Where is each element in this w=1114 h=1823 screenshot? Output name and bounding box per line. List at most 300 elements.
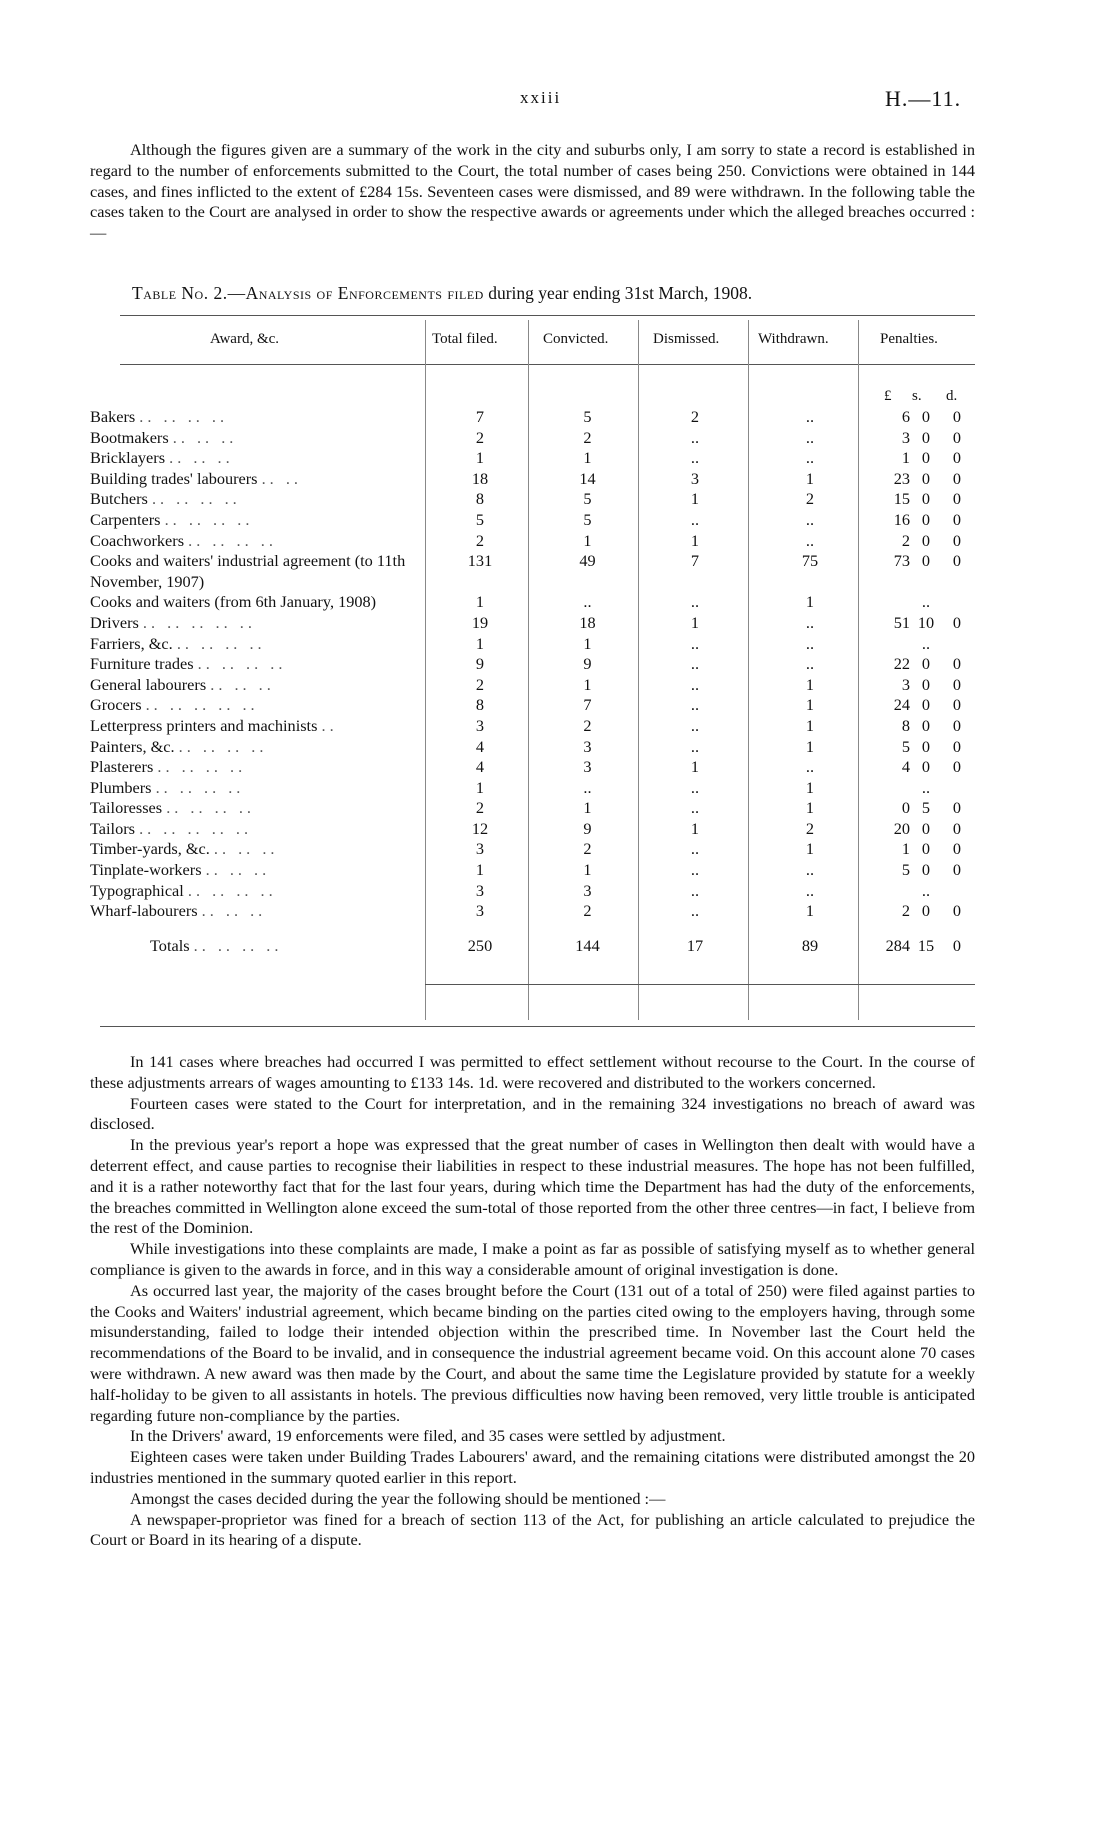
penalty-pence-cell: 0 (952, 674, 962, 694)
table-row (90, 778, 972, 799)
dismissed-cell: .. (690, 674, 700, 694)
award-name-cell (90, 757, 425, 778)
dismissed-cell: .. (690, 448, 700, 468)
dismissed-cell: 3 (690, 468, 700, 488)
leader-dots: .. .. .. (213, 839, 279, 859)
penalty-pence-cell: 0 (952, 654, 962, 674)
leader-dots: .. .. .. .. (178, 736, 268, 756)
dismissed-cell: .. (690, 860, 700, 880)
total-filed-cell: 2 (475, 427, 485, 447)
total-filed-cell: 1 (475, 777, 485, 797)
dismissed-cell: .. (690, 715, 700, 735)
penalty-pence-cell: 0 (952, 935, 962, 955)
table-top-rule (120, 315, 975, 316)
penalty-pence-cell (942, 778, 972, 799)
convicted-cell: 1 (583, 633, 592, 653)
penalty-pence-cell: 0 (952, 468, 962, 488)
convicted-cell: 2 (583, 427, 592, 447)
award-name-cell (90, 654, 425, 675)
intro-paragraph: Although the figures given are a summary of the work in the city and suburbs only, I am sorry to state a record is established in regard to the number of enforcements submitted to the Court, the total number of cases being 250. Convictions were obtained in 144 cases, and fines inflicted to the extent of £284 15s. Seventeen cases were dismissed, and 89 were withdrawn. In the following table the cases taken to the Court are analysed in order to show the respective awards or agreements under which the alleged breaches occurred :— (90, 140, 975, 243)
convicted-cell: 1 (583, 798, 592, 818)
penalty-pence-cell (942, 634, 972, 655)
total-filed-cell: 2 (475, 530, 485, 550)
unit-pounds: £ (884, 388, 892, 404)
leader-dots: .. .. .. (201, 901, 267, 921)
penalty-shillings-cell: 0 (921, 860, 931, 880)
penalty-pounds-cell: 284 (885, 935, 910, 955)
table-row (90, 592, 972, 613)
table-bottom-rule (100, 1026, 975, 1027)
award-name: Plumbers (90, 777, 152, 797)
penalty-pence-cell (942, 592, 972, 613)
penalty-shillings-cell: 0 (921, 901, 931, 921)
penalty-pounds-cell: 23 (893, 468, 910, 488)
table-row (90, 839, 972, 860)
dismissed-cell: .. (690, 777, 700, 797)
total-filed-cell: 250 (467, 935, 493, 955)
table-row (90, 634, 972, 655)
penalty-shillings-cell: 0 (921, 695, 931, 715)
award-name: Bricklayers (90, 448, 166, 468)
table-title-caps: —Analysis of Enforcements filed (227, 283, 484, 303)
header-penalties: Penalties. (880, 331, 938, 347)
penalty-shillings-cell: 0 (921, 407, 931, 426)
dismissed-cell: .. (690, 509, 700, 529)
table-row (90, 654, 972, 675)
totals-top-rule (425, 984, 975, 985)
convicted-cell: 18 (579, 612, 596, 632)
total-filed-cell: 4 (475, 736, 485, 756)
award-name: Letterpress printers and machinists (90, 715, 318, 735)
leader-dots: .. .. .. .. (164, 509, 254, 529)
body-paragraph: In the Drivers' award, 19 enforcements were filed, and 35 cases were settled by adjustment. (130, 1426, 726, 1446)
award-name: Timber-yards, &c. (90, 839, 210, 859)
award-name: Furniture trades (90, 654, 194, 674)
award-name-cell (90, 675, 425, 696)
body-paragraph: In the previous year's report a hope was expressed that the great number of cases in Wellington then dealt with would have a deterrent effect, and cause parties to recognise their liabilities in respect to these industrial measures. The hope has not been fulfilled, and it is a rather noteworthy fact that for the last four years, during which time the Department has had the duty of the enforcements, the breaches committed in Wellington alone exceed the sum-total of those reported from the other three centres—in fact, I believe from the rest of the Dominion. (90, 1135, 975, 1238)
total-filed-cell: 19 (471, 612, 489, 632)
table-row (90, 695, 972, 716)
withdrawn-cell: 89 (801, 935, 819, 955)
dismissed-cell: .. (690, 839, 700, 859)
body-paragraph: While investigations into these complaints are made, I make a point as far as possible of satisfying myself as to whether general compliance is given to the awards in force, and in this way a considerable amount of original investigation is done. (90, 1239, 975, 1279)
award-name-cell (90, 510, 425, 531)
penalty-shillings-cell: .. (921, 777, 931, 797)
withdrawn-cell: 2 (805, 489, 815, 509)
penalty-pounds-cell: 5 (901, 736, 910, 756)
dismissed-cell: 2 (690, 407, 700, 426)
award-name: Carpenters (90, 509, 161, 529)
penalty-pounds-cell: 5 (901, 860, 910, 880)
award-name-cell (90, 407, 425, 428)
withdrawn-cell: 1 (805, 592, 815, 612)
withdrawn-cell: 1 (805, 901, 815, 921)
table-row (90, 448, 972, 469)
award-name: Grocers (90, 695, 142, 715)
penalty-pence-cell: 0 (952, 901, 962, 921)
convicted-cell: 5 (583, 509, 592, 529)
convicted-cell: 9 (583, 654, 592, 674)
unit-shillings: s. (912, 388, 922, 404)
penalty-pounds-cell (870, 592, 910, 613)
convicted-cell: 3 (583, 736, 592, 756)
penalty-shillings-cell: 15 (917, 935, 935, 955)
leader-dots: .. .. .. .. .. (145, 695, 259, 715)
award-name-cell (90, 881, 425, 902)
dismissed-cell: 1 (690, 612, 700, 632)
award-name-cell (90, 737, 425, 758)
withdrawn-cell: .. (805, 427, 815, 447)
total-filed-cell: 12 (471, 818, 489, 838)
convicted-cell: 3 (583, 880, 592, 900)
penalty-shillings-cell: 0 (921, 448, 931, 468)
total-filed-cell: 3 (475, 880, 485, 900)
totals-label-cell (90, 922, 425, 960)
penalty-pounds-cell: 3 (901, 427, 910, 447)
award-name: Butchers (90, 489, 148, 509)
penalty-pounds-cell: 2 (901, 530, 910, 550)
table-row (90, 510, 972, 531)
award-name: Coachworkers (90, 530, 185, 550)
penalty-pence-cell: 0 (952, 612, 962, 632)
convicted-cell: 144 (575, 935, 600, 955)
leader-dots: .. .. (261, 468, 302, 488)
leader-dots: .. (321, 715, 338, 735)
award-name: Bootmakers (90, 427, 169, 447)
table-row (90, 881, 972, 902)
award-name: Bakers (90, 407, 136, 426)
penalty-pounds-cell: 16 (893, 509, 910, 529)
page-number: xxiii (520, 88, 562, 107)
penalty-pounds-cell: 22 (893, 654, 910, 674)
withdrawn-cell: .. (805, 612, 815, 632)
table-row (90, 819, 972, 840)
award-name: Building trades' labourers (90, 468, 258, 488)
convicted-cell: 1 (583, 448, 592, 468)
body-text (90, 1052, 975, 1551)
award-name-cell (90, 839, 425, 860)
withdrawn-cell: 1 (805, 736, 815, 756)
award-name-cell (90, 798, 425, 819)
total-filed-cell: 18 (471, 468, 489, 488)
penalty-pounds-cell: 3 (901, 674, 910, 694)
withdrawn-cell: 1 (805, 715, 815, 735)
withdrawn-cell: 1 (805, 468, 815, 488)
table-row (90, 901, 972, 922)
withdrawn-cell: 75 (801, 551, 819, 571)
total-filed-cell: 4 (475, 757, 485, 777)
leader-dots: .. .. .. (169, 448, 234, 468)
penalty-pence-cell: 0 (952, 695, 962, 715)
withdrawn-cell: 1 (805, 695, 815, 715)
award-name-cell (90, 695, 425, 716)
total-filed-cell: 1 (475, 592, 485, 612)
penalty-pence-cell: 0 (952, 715, 962, 735)
header-convicted: Convicted. (543, 331, 609, 347)
convicted-cell: 5 (583, 407, 592, 426)
withdrawn-cell: 1 (805, 839, 815, 859)
leader-dots: .. .. .. .. .. (139, 818, 253, 838)
table-row (90, 716, 972, 737)
total-filed-cell: 1 (475, 633, 485, 653)
withdrawn-cell: 2 (805, 818, 815, 838)
leader-dots: .. .. .. (210, 674, 275, 694)
penalty-shillings-cell: 0 (921, 715, 931, 735)
penalty-shillings-cell: 0 (921, 736, 931, 756)
total-filed-cell: 8 (475, 489, 485, 509)
total-filed-cell: 8 (475, 695, 485, 715)
penalty-pence-cell: 0 (952, 509, 962, 529)
award-name: Painters, &c. (90, 736, 175, 756)
convicted-cell: 1 (583, 530, 592, 550)
penalty-shillings-cell: 0 (921, 674, 931, 694)
dismissed-cell: .. (690, 901, 700, 921)
penalty-pounds-cell: 20 (893, 818, 910, 838)
dismissed-cell: 1 (690, 757, 700, 777)
convicted-cell: 9 (583, 818, 592, 838)
penalty-pounds-cell: 51 (893, 612, 910, 632)
penalty-pounds-cell: 15 (893, 489, 910, 509)
convicted-cell: 5 (583, 489, 592, 509)
award-name: Tinplate-workers (90, 860, 202, 880)
header-dismissed: Dismissed. (653, 331, 720, 347)
award-name: Plasterers (90, 757, 154, 777)
penalty-shillings-cell: 5 (921, 798, 931, 818)
table-row (90, 860, 972, 881)
convicted-cell: .. (583, 592, 592, 612)
penalty-shillings-cell: 0 (921, 757, 931, 777)
penalty-shillings-cell: 10 (917, 612, 935, 632)
convicted-cell: 1 (583, 674, 592, 694)
total-filed-cell: 3 (475, 839, 485, 859)
penalty-pence-cell: 0 (952, 551, 962, 571)
withdrawn-cell: .. (805, 860, 815, 880)
table-title (132, 283, 752, 304)
leader-dots: .. .. .. .. (157, 757, 247, 777)
penalty-pounds-cell (870, 634, 910, 655)
penalty-pounds-cell: 24 (893, 695, 910, 715)
penalty-pounds-cell: 1 (901, 448, 910, 468)
convicted-cell: 1 (583, 860, 592, 880)
leader-dots: .. .. .. .. (187, 880, 277, 900)
enforcements-table (90, 407, 972, 960)
table-row (90, 757, 972, 778)
total-filed-cell: 3 (475, 901, 485, 921)
penalty-pounds-cell: 2 (901, 901, 910, 921)
dismissed-cell: 17 (686, 935, 704, 955)
dismissed-cell: 1 (690, 818, 700, 838)
dismissed-cell: 1 (690, 530, 700, 550)
penalty-pence-cell: 0 (952, 798, 962, 818)
award-name-cell (90, 613, 425, 634)
body-paragraph: In 141 cases where breaches had occurred I was permitted to effect settlement without recourse to the Court. In the course of these adjustments arrears of wages amounting to £133 14s. 1d. were recovered and distributed to the workers concerned. (90, 1052, 975, 1092)
leader-dots: .. .. .. .. (166, 798, 255, 818)
withdrawn-cell: .. (805, 530, 815, 550)
penalty-pounds-cell: 0 (901, 798, 910, 818)
leader-dots: .. .. .. .. (197, 654, 287, 674)
penalty-pence-cell: 0 (952, 818, 962, 838)
leader-dots: .. .. .. (172, 427, 238, 447)
penalty-shillings-cell: .. (921, 592, 931, 612)
award-name: General labourers (90, 674, 207, 694)
penalty-pence-cell: 0 (952, 530, 962, 550)
total-filed-cell: 1 (475, 860, 485, 880)
penalty-pounds-cell: 73 (893, 551, 910, 571)
award-name-cell (90, 778, 425, 799)
dismissed-cell: .. (690, 633, 700, 653)
penalty-pence-cell: 0 (952, 448, 962, 468)
penalty-pence-cell (942, 881, 972, 902)
dismissed-cell: .. (690, 654, 700, 674)
award-name-cell (90, 531, 425, 552)
award-name-cell (90, 901, 425, 922)
convicted-cell: 2 (583, 839, 592, 859)
withdrawn-cell: .. (805, 509, 815, 529)
dismissed-cell: .. (690, 736, 700, 756)
dismissed-cell: .. (690, 592, 700, 612)
leader-dots: .. .. .. .. (193, 935, 283, 955)
penalty-pounds-cell: 6 (901, 407, 910, 426)
header-total-filed: Total filed. (432, 331, 498, 347)
convicted-cell: 2 (583, 715, 592, 735)
penalty-shillings-cell: 0 (921, 818, 931, 838)
penalty-pence-cell: 0 (952, 427, 962, 447)
table-row (90, 428, 972, 449)
penalty-pounds-cell: 8 (901, 715, 910, 735)
table-header-rule (120, 364, 975, 365)
body-paragraph: Amongst the cases decided during the year the following should be mentioned :— (130, 1488, 666, 1508)
convicted-cell: 3 (583, 757, 592, 777)
award-name: Drivers (90, 612, 139, 632)
table-row (90, 798, 972, 819)
penalty-shillings-cell: 0 (921, 654, 931, 674)
award-name-cell (90, 469, 425, 490)
table-row (90, 675, 972, 696)
award-name-cell (90, 428, 425, 449)
withdrawn-cell: 1 (805, 674, 815, 694)
withdrawn-cell: 1 (805, 777, 815, 797)
convicted-cell: 14 (579, 468, 596, 488)
award-name: Cooks and waiters (from 6th January, 1908) (90, 592, 377, 612)
penalty-pounds-cell (870, 778, 910, 799)
award-name-cell (90, 716, 425, 737)
convicted-cell: 7 (583, 695, 592, 715)
penalty-pence-cell: 0 (952, 860, 962, 880)
header-award: Award, &c. (210, 331, 280, 347)
penalty-pence-cell: 0 (952, 736, 962, 756)
dismissed-cell: .. (690, 427, 700, 447)
total-filed-cell: 3 (475, 715, 485, 735)
unit-pence: d. (946, 388, 958, 404)
leader-dots: .. .. .. .. (176, 633, 266, 653)
award-name-cell (90, 634, 425, 655)
penalty-shillings-cell: 0 (921, 839, 931, 859)
penalty-shillings-cell: 0 (921, 530, 931, 550)
award-name: Farriers, &c. (90, 633, 173, 653)
body-paragraph: Fourteen cases were stated to the Court for interpretation, and in the remaining 324 investigations no breach of award was disclosed. (90, 1093, 975, 1134)
award-name-cell (90, 551, 425, 592)
penalty-pence-cell: 0 (952, 757, 962, 777)
award-name-cell (90, 819, 425, 840)
withdrawn-cell: .. (805, 407, 815, 426)
leader-dots: .. .. .. .. (139, 407, 229, 426)
convicted-cell: 49 (579, 551, 596, 571)
table-body (90, 407, 972, 960)
totals-label: Totals (150, 935, 190, 955)
award-name-cell (90, 448, 425, 469)
total-filed-cell: 131 (467, 551, 493, 571)
body-paragraph: As occurred last year, the majority of the cases brought before the Court (131 out of a total of 250) were filed against parties to the Cooks and Waiters' industrial agreement, which became binding on the parties cited owing to the employers having, through some misunderstanding, failed to lodge their intended objection within the prescribed time. In November last the Court held the recommendations of the Board to be invalid, and in consequence the industrial agreement became void. On this account alone 70 cases were withdrawn. A new award was then made by the Court, and about the same time the Legislature provided by statute for a weekly half-holiday to be given to all assistants in hotels. The previous difficulties now having been removed, very little trouble is anticipated regarding future non-compliance by the parties. (90, 1280, 975, 1425)
table-row (90, 613, 972, 634)
withdrawn-cell: .. (805, 654, 815, 674)
penalty-shillings-cell: 0 (921, 489, 931, 509)
table-row (90, 469, 972, 490)
leader-dots: .. .. .. (205, 860, 271, 880)
penalty-pence-cell: 0 (952, 407, 962, 426)
table-row (90, 407, 972, 428)
body-paragraph: Eighteen cases were taken under Building Trades Labourers' award, and the remaining citations were distributed amongst the 20 industries mentioned in the summary quoted earlier in this report. (90, 1447, 975, 1487)
table-title-prefix: Table No. 2. (132, 283, 228, 303)
body-paragraph: A newspaper-proprietor was fined for a breach of section 113 of the Act, for publishing an article calculated to prejudice the Court or Board in its hearing of a dispute. (90, 1509, 975, 1550)
award-name: Tailors (90, 818, 135, 838)
penalty-shillings-cell: 0 (921, 427, 931, 447)
award-name: Wharf-labourers (90, 901, 198, 921)
withdrawn-cell: .. (805, 633, 815, 653)
table-row (90, 489, 972, 510)
penalty-pence-cell: 0 (952, 489, 962, 509)
document-reference: H.—11. (885, 86, 962, 111)
leader-dots: .. .. .. .. (155, 777, 245, 797)
withdrawn-cell: .. (805, 757, 815, 777)
penalty-pounds-cell: 1 (901, 839, 910, 859)
withdrawn-cell: .. (805, 448, 815, 468)
total-filed-cell: 2 (475, 798, 485, 818)
dismissed-cell: 1 (690, 489, 700, 509)
dismissed-cell: .. (690, 695, 700, 715)
table-row (90, 531, 972, 552)
award-name-cell (90, 489, 425, 510)
award-name-cell (90, 860, 425, 881)
award-name: Cooks and waiters' industrial agreement (to 11th November, 1907) (90, 551, 406, 591)
penalty-shillings-cell: .. (921, 880, 931, 900)
penalty-pounds-cell: 4 (901, 757, 910, 777)
convicted-cell: .. (583, 777, 592, 797)
award-name-cell (90, 592, 425, 613)
total-filed-cell: 5 (475, 509, 485, 529)
total-filed-cell: 1 (475, 448, 485, 468)
totals-row (90, 922, 972, 960)
leader-dots: .. .. .. .. (188, 530, 277, 550)
convicted-cell: 2 (583, 901, 592, 921)
penalty-shillings-cell: .. (921, 633, 931, 653)
table-title-suffix: during year ending 31st March, 1908. (488, 283, 753, 303)
total-filed-cell: 9 (475, 654, 485, 674)
penalty-shillings-cell: 0 (921, 468, 931, 488)
header-withdrawn: Withdrawn. (758, 331, 829, 347)
penalty-shillings-cell: 0 (921, 551, 931, 571)
penalty-pounds-cell (870, 881, 910, 902)
penalty-pence-cell: 0 (952, 839, 962, 859)
dismissed-cell: .. (690, 798, 700, 818)
withdrawn-cell: 1 (805, 798, 815, 818)
total-filed-cell: 7 (475, 407, 485, 426)
table-row (90, 551, 972, 592)
leader-dots: .. .. .. .. (151, 489, 241, 509)
table-row (90, 737, 972, 758)
total-filed-cell: 2 (475, 674, 485, 694)
dismissed-cell: 7 (690, 551, 700, 571)
award-name: Tailoresses (90, 798, 163, 818)
